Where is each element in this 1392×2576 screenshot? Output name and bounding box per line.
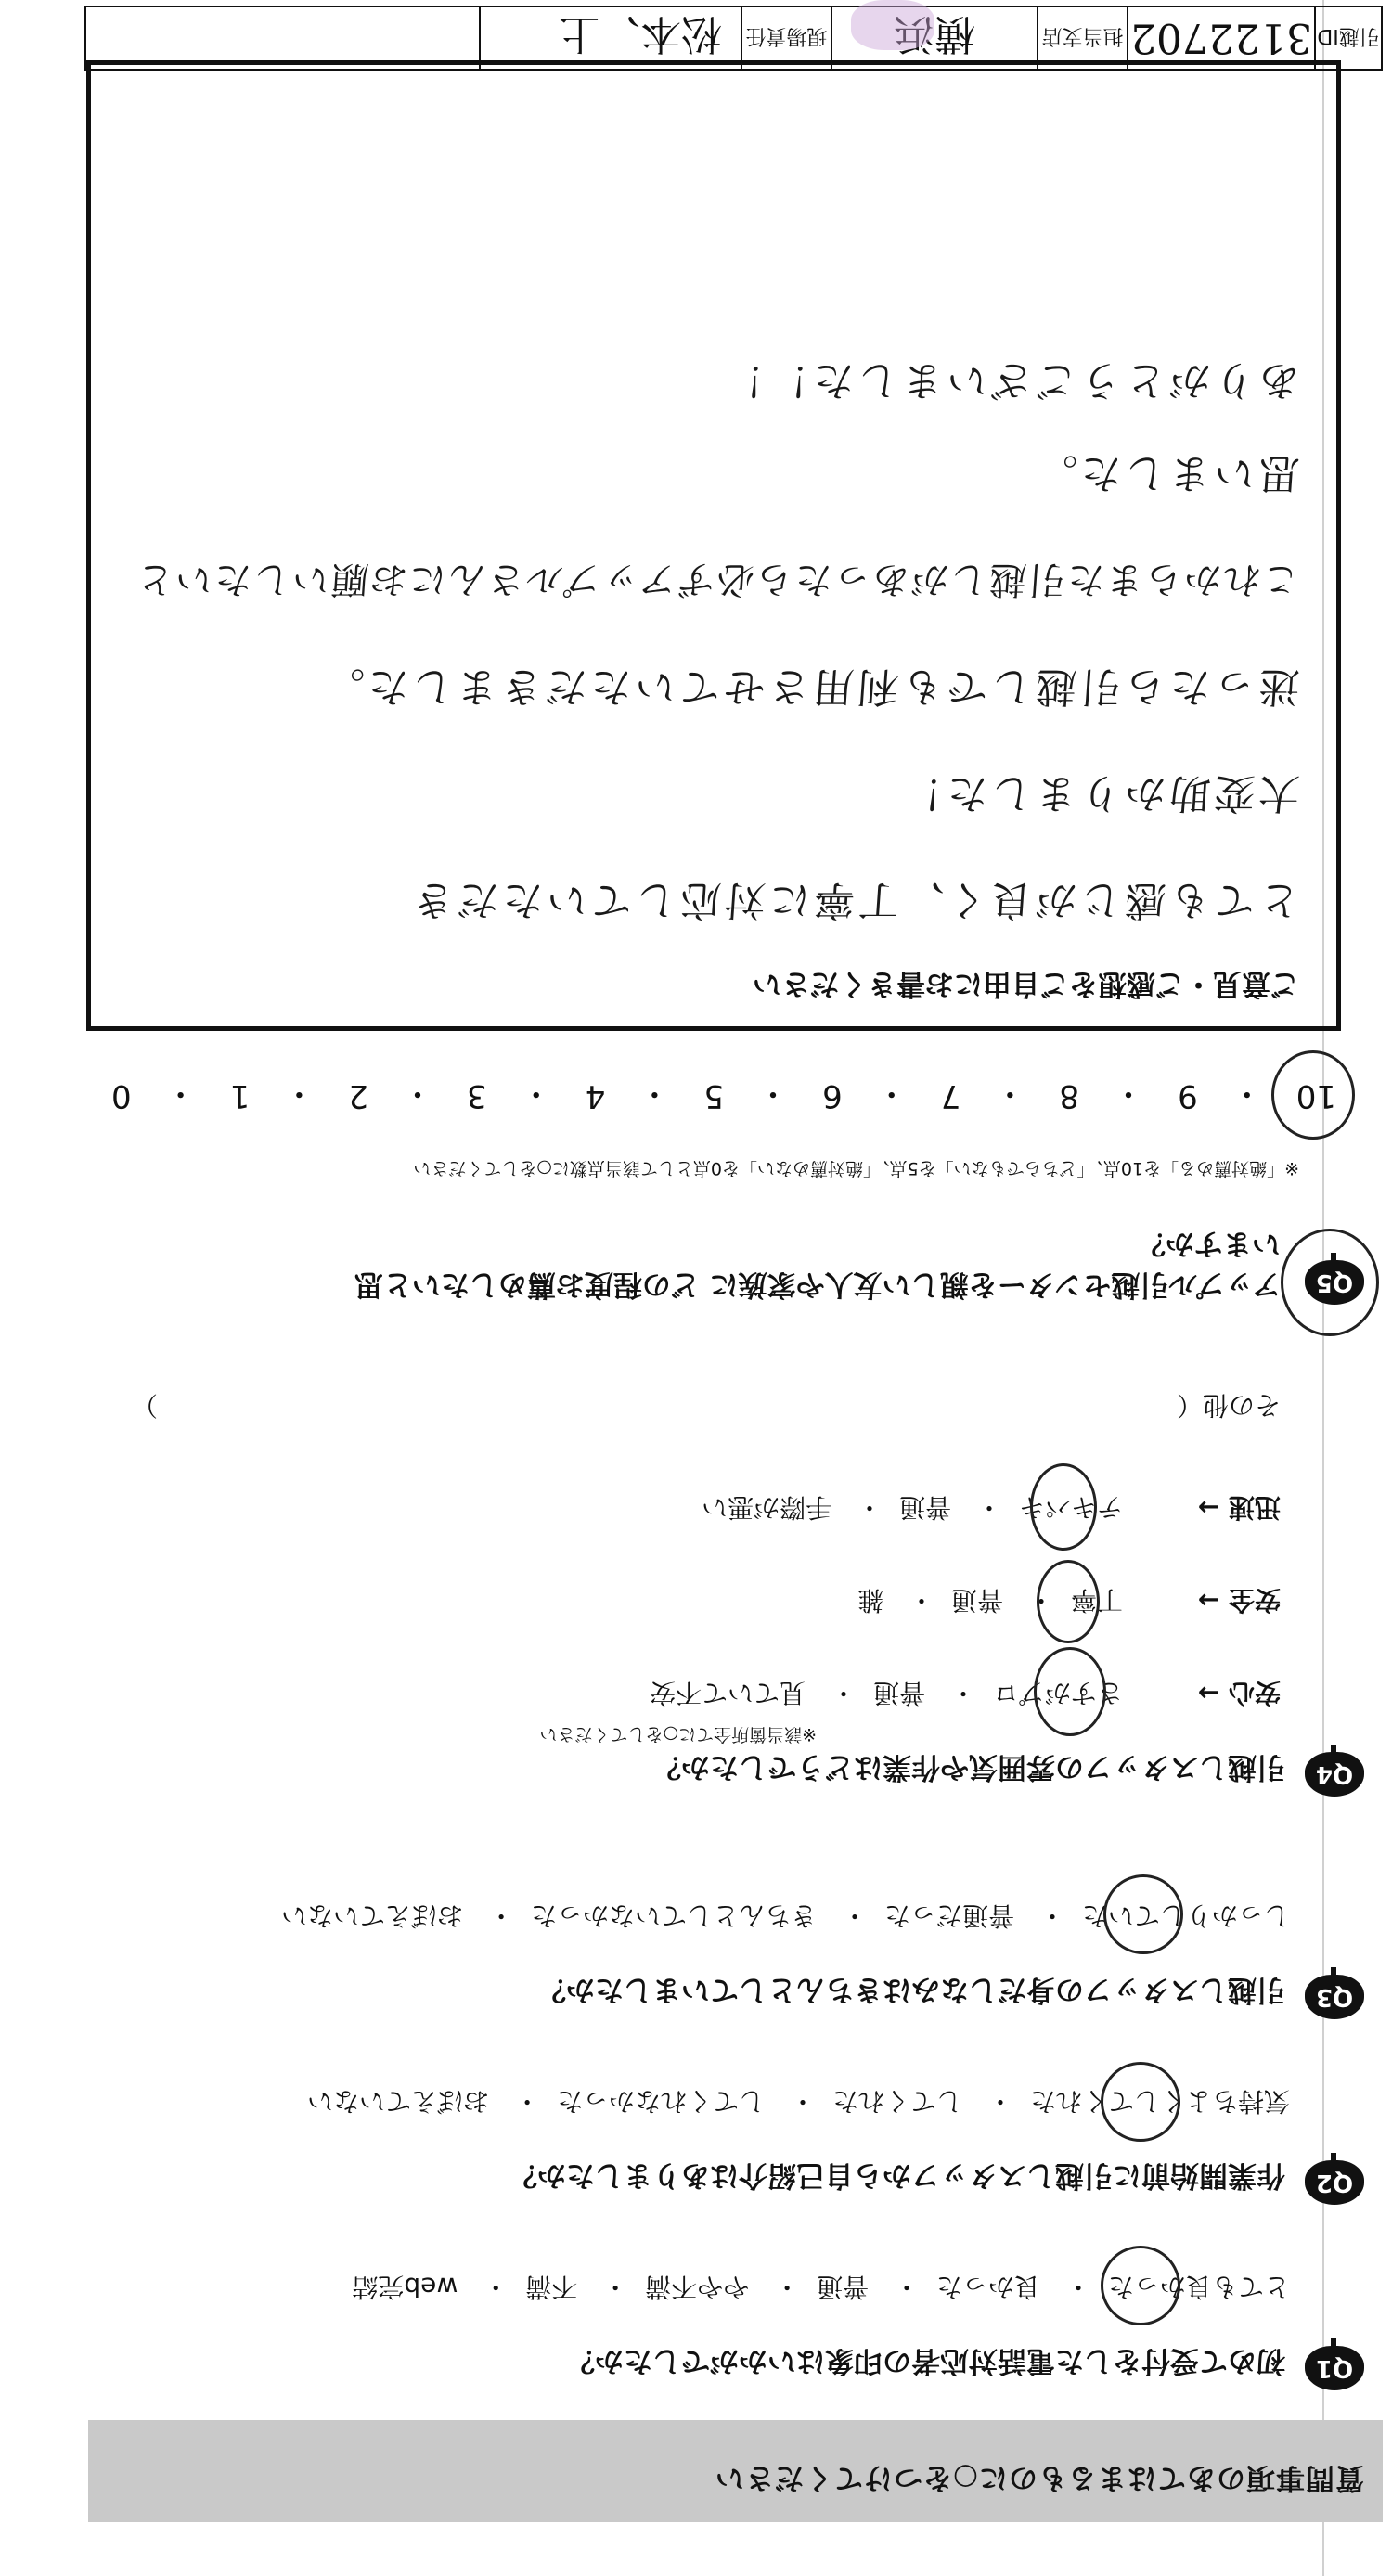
- q4-option[interactable]: 見ていて不安: [650, 1678, 806, 1708]
- q4-anzen-circle: [1037, 1560, 1100, 1643]
- q4-option[interactable]: テキパキ: [1018, 1492, 1123, 1523]
- q4-row-label: 安全 →: [1197, 1585, 1281, 1616]
- q4-row-label: 迅速 →: [1197, 1492, 1281, 1523]
- q4-jinsoku-circle: [1030, 1463, 1097, 1551]
- q3-text: 引越しスタッフの身だしなみはきちんとしていましたか？: [537, 1973, 1285, 2006]
- q5-score[interactable]: 8: [1059, 1077, 1080, 1115]
- q3-options: しっかりしていた・ 普通だった・ きちんとしていなかった・ おぼえていない: [281, 1899, 1290, 1936]
- q1-answer-circle: [1101, 2246, 1180, 2325]
- q1-badge: Q1: [1305, 2346, 1364, 2390]
- comment-box[interactable]: [86, 60, 1341, 1031]
- q5-badge: Q5: [1305, 1260, 1364, 1305]
- q5-score[interactable]: 4: [585, 1077, 606, 1115]
- q4-row-jinsoku: テキパキ・ 普通・ 手際が悪い: [702, 1492, 1123, 1523]
- q1-option[interactable]: 普通: [817, 2272, 870, 2302]
- comment-title: ご意見・ご感想をご自由にお書きください: [753, 967, 1299, 1000]
- q3-option[interactable]: きちんとしていなかった: [531, 1900, 818, 1931]
- q2-badge: Q2: [1305, 2160, 1364, 2205]
- q3-badge: Q3: [1305, 1975, 1364, 2019]
- leader-label: 現場責任: [741, 7, 831, 69]
- q4-option[interactable]: さすがプロ: [992, 1678, 1123, 1708]
- q1-option[interactable]: web完結: [352, 2272, 458, 2302]
- branch-value: [831, 7, 1037, 69]
- q4-badge: Q4: [1305, 1752, 1364, 1797]
- q2-option[interactable]: おぼえていない: [307, 2086, 490, 2117]
- q5-score[interactable]: 10: [1295, 1077, 1336, 1115]
- q1-option[interactable]: 良かった: [936, 2272, 1041, 2302]
- q2-option[interactable]: 気持ちよくしてくれた: [1029, 2086, 1290, 2117]
- q4-row-anshin: さすがプロ・ 普通・ 見ていて不安: [650, 1678, 1123, 1708]
- id-label: 引越ID: [1314, 7, 1381, 69]
- q5-text: アップル引越センターを親しい友人や家族に どの程度お薦めしたいと思いますか？: [354, 1227, 1281, 1301]
- q5-score[interactable]: 9: [1178, 1077, 1198, 1115]
- q5-score[interactable]: 6: [822, 1077, 843, 1115]
- q5-score[interactable]: 1: [229, 1077, 251, 1115]
- branch-text: 横浜: [894, 10, 975, 58]
- q5-score[interactable]: 5: [703, 1077, 725, 1115]
- instruction-text: 質問事項のあてはまるものに○をつけてください: [714, 2461, 1364, 2494]
- ink-stamp: [851, 0, 934, 50]
- q4-text: 引越しスタッフの雰囲気や作業はどうでしたか？: [652, 1750, 1285, 1784]
- q4-other-close: ）: [131, 1390, 158, 1421]
- q5-score[interactable]: 3: [467, 1077, 487, 1115]
- comment-line: これからまた引越しがあったら必ずアップルさんにお願いしたいと: [133, 558, 1301, 600]
- comment-line: とても感じが良く、丁寧に対応していただき: [407, 876, 1302, 923]
- q4-other: その他（: [1176, 1390, 1281, 1421]
- q5-score[interactable]: 7: [940, 1077, 961, 1115]
- id-table-blank: [86, 7, 479, 69]
- branch-label: 担当支店: [1037, 7, 1127, 69]
- q1-option[interactable]: 不満: [525, 2272, 578, 2302]
- comment-line: 大変助かりました！: [896, 769, 1302, 817]
- q2-answer-circle: [1101, 2062, 1180, 2142]
- q5-note: ※「絶対薦める」を10点、「どちらでもない」を5点、「絶対薦めない」を0点として該当点数に○をしてください: [413, 1158, 1299, 1179]
- q1-text: 初めて受付をした電話対応者の印象はいかがでしたか？: [566, 2344, 1285, 2377]
- q5-scale: 10 ・ 9 ・ 8 ・ 7 ・ 6 ・ 5 ・ 4 ・ 3 ・ 2 ・ 1 ・ 0: [111, 1075, 1336, 1115]
- q3-answer-circle: [1103, 1874, 1183, 1954]
- q4-row-anzen: 丁寧・ 普通・ 雑: [857, 1585, 1123, 1616]
- q2-option[interactable]: してくれた: [832, 2086, 963, 2117]
- q4-option[interactable]: 普通: [951, 1585, 1004, 1616]
- q4-note: ※該当箇所全てに○をしてください: [539, 1724, 817, 1745]
- q5-answer-circle: [1271, 1050, 1355, 1140]
- q3-option[interactable]: 普通だった: [884, 1900, 1015, 1931]
- q2-options: 気持ちよくしてくれた・ してくれた・ してくれなかった・ おぼえていない: [307, 2084, 1290, 2121]
- q1-options: とても良かった・ 良かった・ 普通・ やや不満・ 不満・ web完結: [352, 2270, 1290, 2307]
- q4-option[interactable]: 丁寧: [1070, 1585, 1123, 1616]
- q2-option[interactable]: してくれなかった: [557, 2086, 766, 2117]
- comment-line: ありがとうございました！！: [718, 356, 1302, 404]
- q4-row-label: 安心 →: [1197, 1678, 1281, 1708]
- q5-score[interactable]: 2: [348, 1077, 368, 1115]
- q2-text: 作業開始前に引越しスタッフから自己紹介はありましたか？: [509, 2158, 1285, 2192]
- id-table: [84, 6, 1383, 71]
- q4-option[interactable]: 手際が悪い: [702, 1492, 832, 1523]
- q3-option[interactable]: しっかりしていた: [1081, 1900, 1290, 1931]
- leader-value: 松本、上: [479, 7, 741, 69]
- q4-option[interactable]: 雑: [857, 1585, 884, 1616]
- q1-option[interactable]: とても良かった: [1107, 2272, 1290, 2302]
- q4-option[interactable]: 普通: [899, 1492, 952, 1523]
- id-value: 3122702: [1127, 7, 1314, 69]
- q4-option[interactable]: 普通: [873, 1678, 926, 1708]
- comment-line: 思いました。: [1030, 449, 1302, 496]
- q1-option[interactable]: やや不満: [645, 2272, 750, 2302]
- q4-anshin-circle: [1034, 1647, 1106, 1736]
- q3-option[interactable]: おぼえていない: [281, 1900, 464, 1931]
- q5-badge-circle: [1281, 1229, 1379, 1336]
- q5-score[interactable]: 0: [111, 1077, 132, 1115]
- comment-line: 迷ったら引越しでも利用させていただきました。: [317, 663, 1302, 710]
